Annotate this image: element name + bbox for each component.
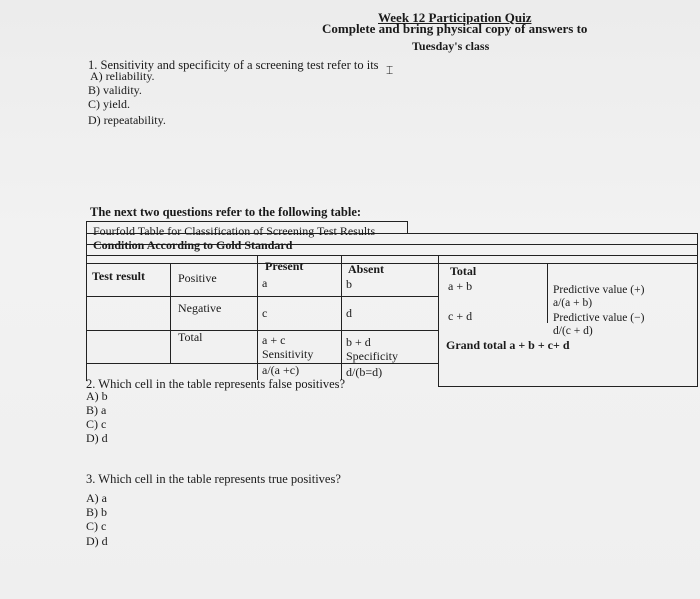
text-cursor-icon: ⌶ (386, 63, 394, 77)
cell-a: a (262, 276, 268, 290)
quiz-title: Week 12 Participation Quiz (378, 10, 532, 25)
q1-option-d: D) repeatability. (88, 113, 166, 127)
column-total-absent: b + d (346, 335, 371, 349)
sensitivity-label: Sensitivity (262, 347, 314, 361)
column-total-present: a + c (262, 333, 286, 347)
row-total-negative: c + d (448, 309, 473, 323)
row-total-positive: a + b (448, 279, 473, 293)
condition-header: Condition According to Gold Standard (93, 238, 293, 252)
total-header: Total (450, 264, 477, 278)
question-1-stem: 1. Sensitivity and specificity of a screening test refer to its (88, 58, 379, 72)
q3-option-b: B) b (86, 505, 107, 519)
ppv-label: Predictive value (+) (553, 284, 645, 296)
quiz-subtitle-2: Tuesday's class (412, 39, 490, 53)
q1-option-c: C) yield. (88, 97, 130, 111)
q3-option-d: D) d (86, 534, 108, 548)
specificity-label: Specificity (346, 349, 398, 363)
table-intro: The next two questions refer to the following table: (90, 205, 362, 219)
q2-option-a: A) b (86, 389, 108, 403)
sensitivity-formula: a/(a +c) (262, 363, 300, 377)
question-3-stem: 3. Which cell in the table represents true positives? (86, 472, 341, 486)
present-header: Present (265, 259, 304, 273)
npv-formula: d/(c + d) (553, 325, 593, 337)
absent-header: Absent (348, 262, 385, 276)
q3-option-c: C) c (86, 519, 107, 533)
positive-label: Positive (178, 271, 217, 285)
quiz-subtitle: Complete and bring physical copy of answers to (322, 21, 588, 36)
table-caption: Fourfold Table for Classification of Screening Test Results (93, 224, 376, 238)
cell-c: c (262, 306, 268, 320)
q3-option-a: A) a (86, 491, 107, 505)
cell-b: b (346, 277, 352, 291)
ppv-formula: a/(a + b) (553, 297, 593, 309)
q1-option-b: B) validity. (88, 83, 142, 97)
q1-option-a: A) reliability. (90, 69, 155, 83)
q2-option-b: B) a (86, 403, 107, 417)
grand-total: Grand total a + b + c+ d (446, 338, 570, 352)
test-result-header: Test result (92, 269, 146, 283)
q2-option-c: C) c (86, 417, 107, 431)
cell-d: d (346, 306, 352, 320)
question-2-stem: 2. Which cell in the table represents false positives? (86, 377, 346, 391)
q2-option-d: D) d (86, 431, 108, 445)
negative-label: Negative (178, 301, 222, 315)
specificity-formula: d/(b=d) (346, 365, 383, 379)
npv-label: Predictive value (−) (553, 312, 645, 324)
total-row-label: Total (178, 330, 203, 344)
